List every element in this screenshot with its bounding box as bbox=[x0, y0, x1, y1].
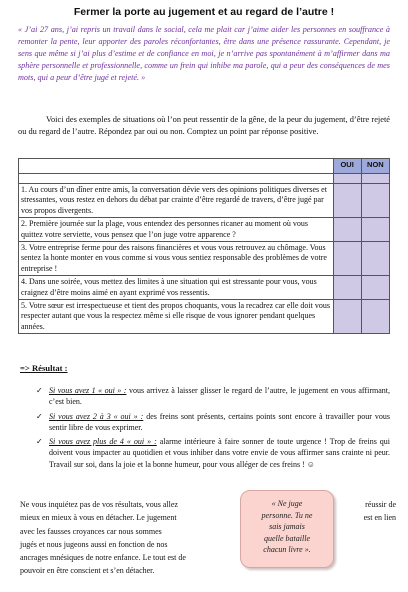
conclusion-left-text bbox=[20, 498, 242, 578]
conclusion-line: Ne vous inquiétez pas de vos résultats, vous allez bbox=[20, 500, 178, 509]
answer-non-2[interactable] bbox=[361, 218, 389, 242]
question-2: 2. Première journée sur la plage, vous entendez des personnes ricaner au moment où vous quittez votre serviette, vous pensez que l’on juge votre apparence ? bbox=[19, 218, 334, 242]
spacer-cell bbox=[19, 174, 334, 184]
header-non: NON bbox=[361, 159, 389, 174]
table-row bbox=[19, 218, 390, 242]
answer-non-4[interactable] bbox=[361, 276, 389, 300]
checkmark-icon: ✓ bbox=[36, 386, 43, 395]
result-label: Si vous avez 1 « oui » : bbox=[49, 386, 127, 395]
answer-non-3[interactable] bbox=[361, 242, 389, 276]
answer-oui-5[interactable] bbox=[333, 300, 361, 334]
intro-paragraph: Voici des exemples de situations où l’on peut ressentir de la gêne, de la peur du jugement, d’être rejeté ou du regard de l’autre. Répondez par oui ou non. Comptez un point par réponse positive. bbox=[18, 115, 390, 136]
spacer-oui bbox=[333, 174, 361, 184]
conclusion-line: jugés et nous jugeons aussi en fonction de nos bbox=[20, 539, 168, 549]
table-row bbox=[19, 242, 390, 276]
conclusion-right-fragment: est en lien bbox=[363, 513, 396, 523]
callout-line: « Ne juge bbox=[271, 499, 303, 508]
answer-oui-1[interactable] bbox=[333, 184, 361, 218]
result-item bbox=[36, 411, 390, 434]
question-3: 3. Votre entreprise ferme pour des raisons financières et vous vous retrouvez au chômage. Vous sentez la honte monter en vous comme si vous vous sentiez responsable des problèmes de votre entreprise ! bbox=[19, 242, 334, 276]
result-label: Si vous avez plus de 4 « oui » : bbox=[49, 437, 157, 447]
answer-oui-4[interactable] bbox=[333, 276, 361, 300]
table-row bbox=[19, 276, 390, 300]
conclusion-line: ancrages mnésiques de notre enfance. Le tout est de bbox=[20, 553, 186, 563]
header-oui: OUI bbox=[333, 159, 361, 174]
callout-line: sais jamais bbox=[269, 522, 305, 531]
result-item bbox=[36, 436, 390, 470]
result-heading: => Résultat : bbox=[20, 363, 68, 373]
result-text: des freins sont présents, certains points sont encore à travailler pour vous sentir libre de vous exprimer. bbox=[49, 411, 391, 432]
callout-line: personne. Tu ne bbox=[261, 510, 313, 520]
question-5: 5. Votre sœur est irrespectueuse et tient des propos choquants, vous la recadrez car elle doit vous respecter autant que vous la respectez même si elle risque de vous ignorer pendant quelques années. bbox=[19, 300, 334, 334]
checkmark-icon: ✓ bbox=[36, 411, 43, 421]
header-blank-cell bbox=[19, 159, 334, 174]
table-spacer-row bbox=[19, 174, 390, 184]
quiz-table bbox=[18, 158, 390, 334]
result-text: alarme intérieure à faire sonner de toute urgence ! Trop de freins qui doivent vous impacter au quotidien et vous inhiber dans votre envie de vous affirmer sans crainte ni peur. Travail sur soi, dans la joie et la bonne humeur, pour vous alléger de ces freins ! ☺ bbox=[49, 437, 391, 469]
page-title: Fermer la porte au jugement et au regard de l’autre ! bbox=[73, 6, 335, 18]
table-row bbox=[19, 184, 390, 218]
table-header-row bbox=[19, 159, 390, 174]
conclusion-line: mieux en mieux à vous en détacher. Le jugement bbox=[20, 513, 177, 523]
conclusion-line: avec les fausses croyances car nous sommes bbox=[20, 526, 162, 536]
answer-non-1[interactable] bbox=[361, 184, 389, 218]
question-4: 4. Dans une soirée, vous mettez des limites à une situation qui est stressante pour vous, vous craignez d’être moins aimé en ayant exprimé vos ressentis. bbox=[19, 276, 334, 300]
callout-line: chacun livre ». bbox=[263, 545, 311, 554]
conclusion-line: pouvoir en être conscient et s’en détacher. bbox=[20, 566, 155, 576]
result-text: vous arrivez à laisser glisser le regard de l’autre, le jugement en vous affirmant, c’est bien. bbox=[49, 386, 390, 407]
callout-line: quelle bataille bbox=[264, 533, 310, 543]
result-label: Si vous avez 2 à 3 « oui » : bbox=[49, 411, 144, 421]
answer-oui-3[interactable] bbox=[333, 242, 361, 276]
question-1: 1. Au cours d’un dîner entre amis, la conversation dévie vers des opinions politiques diverses et stressantes, vous restez en dehors du débat par crainte d’être regardé de travers, d’être jugé par vos propos divergents. bbox=[19, 184, 334, 218]
table-row bbox=[19, 300, 390, 334]
testimony-quote: « J’ai 27 ans, j’ai repris un travail dans le social, cela me plait car j’aime aider les personnes en souffrance à remonter la pente, leur apporter des paroles réconfortantes, être dans une présence rassurante. Cependant, je sens que même si j’ai plus d’estime et de confiance en moi, je n’arrive pas spontanément à m’affirmer dans ma sphère personnelle et professionnelle, comme un frein qui inhibe ma parole, qui a peur des conséquences de mes mots, qui a peur d’être jugé et rejeté. » bbox=[18, 25, 390, 82]
checkmark-icon: ✓ bbox=[36, 437, 43, 447]
result-item bbox=[36, 385, 390, 408]
quote-callout bbox=[240, 490, 334, 568]
spacer-non bbox=[361, 174, 389, 184]
answer-oui-2[interactable] bbox=[333, 218, 361, 242]
conclusion-right-fragment: réussir de bbox=[365, 500, 396, 509]
answer-non-5[interactable] bbox=[361, 300, 389, 334]
results-list bbox=[36, 385, 390, 473]
